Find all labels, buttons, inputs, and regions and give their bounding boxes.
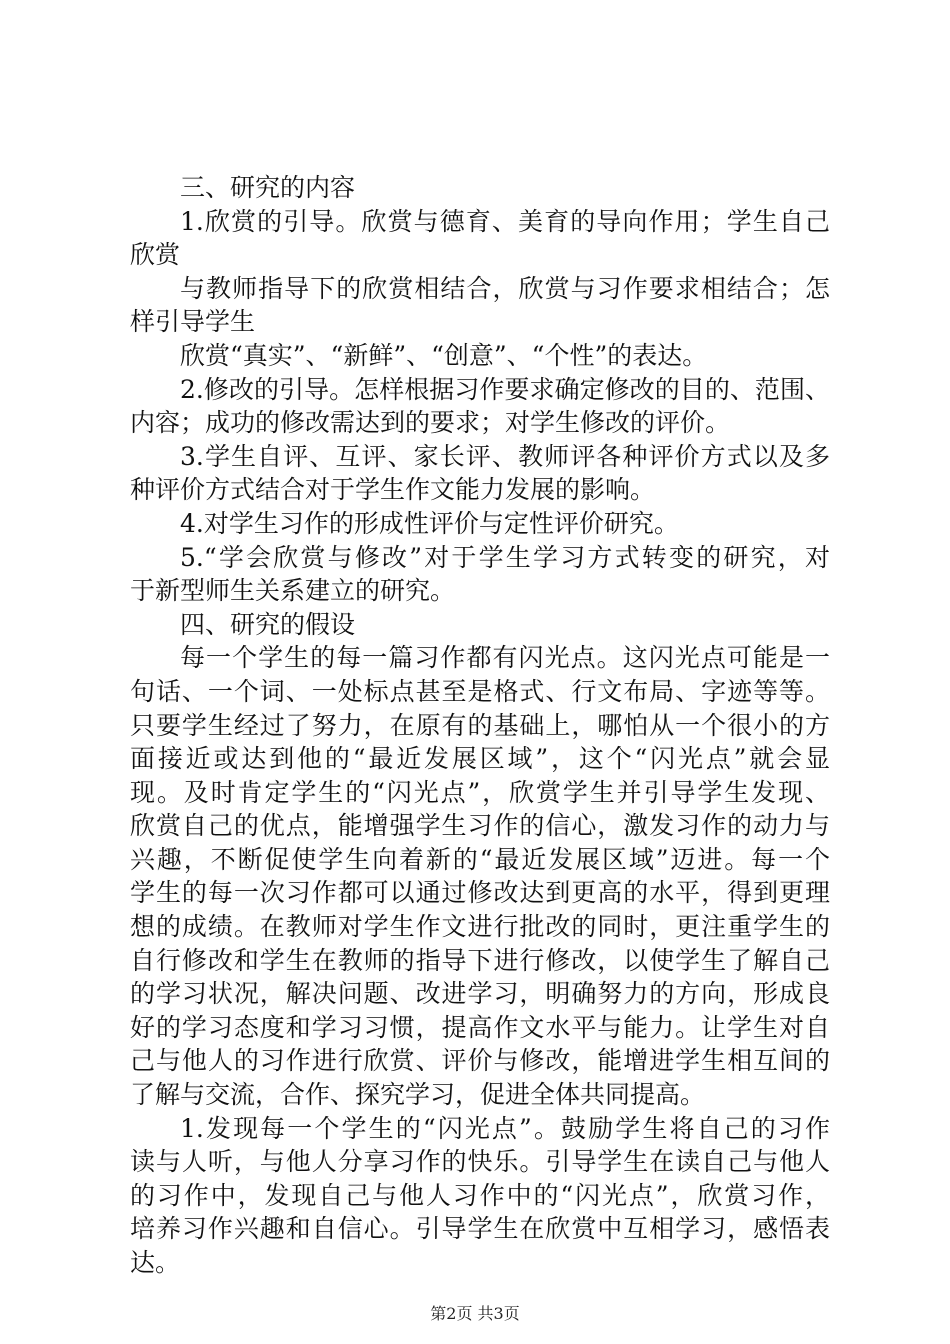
section-heading: 三、研究的内容 bbox=[180, 173, 356, 202]
list-item: 2.修改的引导。怎样根据习作要求确定修改的目的、范围、 bbox=[180, 374, 830, 404]
page-number-footer: 第2页 共3页 bbox=[430, 1304, 520, 1323]
paragraph-line: 好的学习态度和学习习惯，提高作文水平与能力。让学生对自 bbox=[130, 1012, 830, 1042]
paragraph-line: 想的成绩。在教师对学生作文进行批改的同时，更注重学生的 bbox=[130, 912, 830, 942]
paragraph-line: 自行修改和学生在教师的指导下进行修改，以使学生了解自己 bbox=[130, 945, 830, 975]
paragraph-line: 现。及时肯定学生的“闪光点”，欣赏学生并引导学生发现、 bbox=[130, 777, 830, 807]
paragraph-line: 学生的每一次习作都可以通过修改达到更高的水平，得到更理 bbox=[130, 878, 830, 908]
paragraph-line: 欣赏自己的优点，能增强学生习作的信心，激发习作的动力与 bbox=[130, 811, 830, 841]
list-item: 1.欣赏的引导。欣赏与德育、美育的导向作用；学生自己 bbox=[180, 206, 830, 236]
list-item: 3.学生自评、互评、家长评、教师评各种评价方式以及多 bbox=[180, 441, 830, 471]
text-line: 样引导学生 bbox=[130, 307, 256, 337]
text-line: 欣赏 bbox=[130, 240, 181, 270]
text-line: 于新型师生关系建立的研究。 bbox=[130, 576, 456, 606]
paragraph-line: 己与他人的习作进行欣赏、评价与修改，能增进学生相互间的 bbox=[130, 1046, 830, 1076]
paragraph-line: 的学习状况，解决问题、改进学习，明确努力的方向，形成良 bbox=[130, 979, 830, 1009]
body-text bbox=[130, 171, 830, 1280]
text-line: 内容；成功的修改需达到的要求；对学生修改的评价。 bbox=[130, 408, 731, 438]
paragraph-line: 句话、一个词、一处标点甚至是格式、行文布局、字迹等等。 bbox=[130, 676, 830, 706]
text-line: 与教师指导下的欣赏相结合，欣赏与习作要求相结合；怎 bbox=[180, 273, 830, 303]
list-item: 1.发现每一个学生的“闪光点”。鼓励学生将自己的习作 bbox=[180, 1113, 830, 1143]
paragraph-line: 培养习作兴趣和自信心。引导学生在欣赏中互相学习，感悟表 bbox=[130, 1214, 830, 1244]
paragraph-line: 每一个学生的每一篇习作都有闪光点。这闪光点可能是一 bbox=[180, 643, 830, 673]
paragraph-line: 兴趣，不断促使学生向着新的“最近发展区域”迈进。每一个 bbox=[130, 844, 830, 874]
text-line: 欣赏“真实”、“新鲜”、“创意”、“个性”的表达。 bbox=[180, 340, 708, 370]
list-item: 5.“学会欣赏与修改”对于学生学习方式转变的研究，对 bbox=[180, 542, 830, 572]
paragraph-line: 面接近或达到他的“最近发展区域”，这个“闪光点”就会显 bbox=[130, 744, 830, 774]
paragraph-line: 的习作中，发现自己与他人习作中的“闪光点”，欣赏习作， bbox=[130, 1180, 830, 1210]
section-heading: 四、研究的假设 bbox=[180, 609, 356, 639]
list-item: 4.对学生习作的形成性评价与定性评价研究。 bbox=[180, 508, 679, 538]
paragraph-line: 只要学生经过了努力，在原有的基础上，哪怕从一个很小的方 bbox=[130, 710, 830, 740]
text-line: 种评价方式结合对于学生作文能力发展的影响。 bbox=[130, 475, 656, 505]
paragraph-line: 了解与交流，合作、探究学习，促进全体共同提高。 bbox=[130, 1080, 706, 1110]
paragraph-line: 达。 bbox=[130, 1248, 181, 1277]
paragraph-line: 读与人听，与他人分享习作的快乐。引导学生在读自己与他人 bbox=[130, 1147, 830, 1177]
